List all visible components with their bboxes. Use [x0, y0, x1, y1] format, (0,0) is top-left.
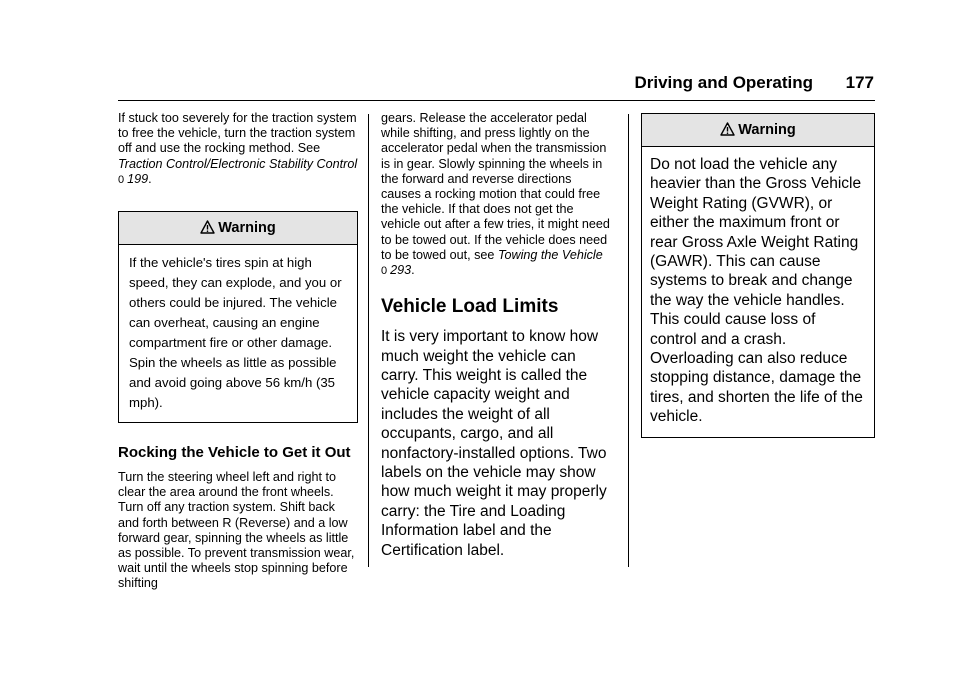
column-divider: [628, 114, 629, 567]
page-number: 177: [845, 73, 874, 92]
continuation-paragraph: [381, 111, 611, 279]
section-title: Vehicle Load Limits: [381, 296, 559, 318]
header-title: Driving and Operating: [634, 73, 813, 92]
warning-triangle-icon: [720, 122, 735, 136]
column-2: [381, 111, 611, 560]
column-3: [641, 113, 875, 438]
intro-text: If stuck too severely for the traction system to free the vehicle, turn the traction system off and use the rocking method. See: [118, 111, 357, 156]
continuation-end: .: [411, 263, 415, 278]
warning-triangle-icon: [200, 220, 215, 234]
warning-box-tire-spin: [118, 211, 358, 423]
column-divider: [368, 114, 369, 567]
column-1: [118, 111, 358, 592]
towing-vehicle-link[interactable]: Towing the Vehicle: [497, 247, 603, 262]
page-ref-293[interactable]: 293: [390, 263, 412, 278]
page-ref-199[interactable]: 199: [127, 171, 149, 186]
section-subheading: Rocking the Vehicle to Get it Out: [118, 444, 351, 462]
rocking-paragraph: Turn the steering wheel left and right to clear the area around the front wheels. Turn off any traction system. Shift back and forth between R (Reverse) and a low forward gear, spinning the wheels as little as possible. To prevent transmission wear, wait until the wheels stop spinning before shifting: [118, 470, 355, 591]
warning-text: If the vehicle's tires spin at high speed, they can explode, and you or others could be injured. The vehicle can overheat, causing an engine compartment fire or other damage. Spin the wheels as little as possible and avoid going above 56 km/h (35 mph).: [129, 255, 342, 411]
warning-text: Do not load the vehicle any heavier than the Gross Vehicle Weight Rating (GVWR), or either the maximum front or rear Gross Axle Weight Rating (GAWR). This can cause systems to break and change the way the vehicle handles. This could cause loss of control and a crash. Overloading can also reduce stopping distance, damage the tires, and shorten the life of the vehicle.: [650, 156, 863, 426]
continuation-text: gears. Release the accelerator pedal while shifting, and press lightly on the accelerator pedal when the transmission is in gear. Slowly spinning the wheels in the forward and reverse directions causes a rocking motion that could free the vehicle. If that does not get the vehicle out after a few tries, it might need to be towed out. If the vehicle does need to be towed out, see: [381, 111, 610, 262]
warning-header: [642, 114, 874, 147]
warning-box-load: [641, 113, 875, 438]
load-limits-paragraph: It is very important to know how much weight the vehicle can carry. This weight is called the vehicle capacity weight and includes the weight of all occupants, cargo, and all nonfactory-installed options. Two labels on the vehicle may show how much weight it may properly carry: the Tire and Loading Information label and the Certification label.: [381, 328, 607, 559]
page-header: [118, 70, 875, 101]
page-ref-icon: 0: [381, 265, 388, 278]
warning-header: [119, 212, 357, 245]
traction-control-link[interactable]: Traction Control/Electronic Stability Control: [118, 156, 358, 171]
warning-label: Warning: [218, 220, 276, 237]
warning-label: Warning: [738, 122, 796, 138]
page-ref-icon: 0: [118, 173, 125, 186]
intro-end: .: [148, 171, 152, 186]
intro-paragraph: [118, 111, 358, 188]
